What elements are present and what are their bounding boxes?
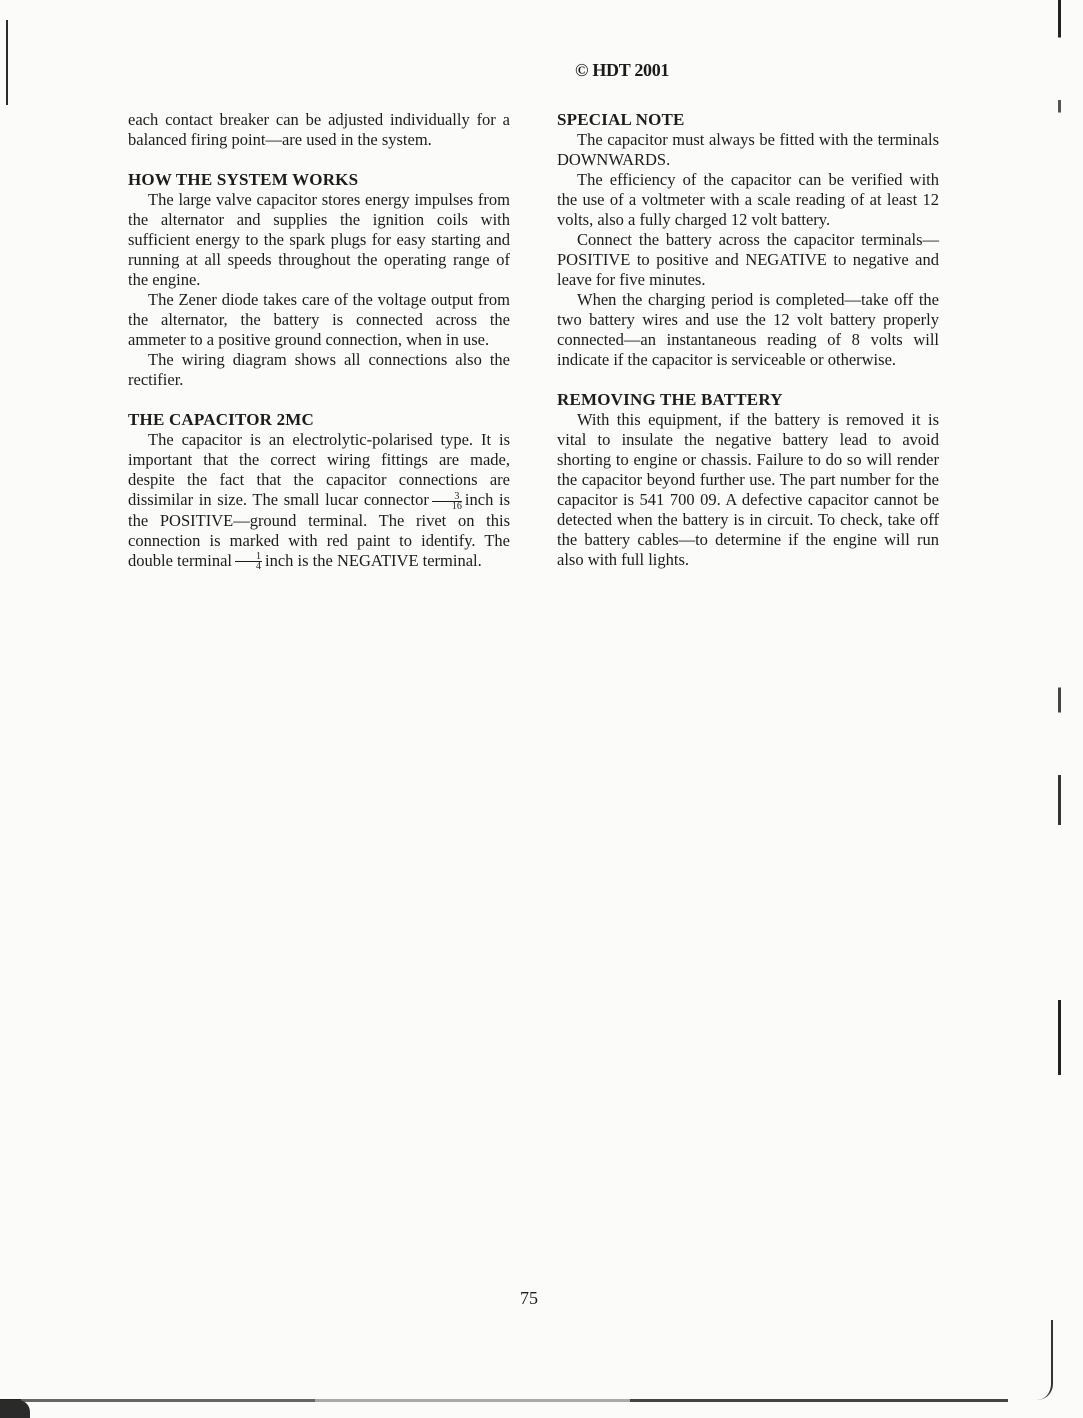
paragraph: The capacitor must always be fitted with the terminals DOWNWARDS. [557,130,939,169]
page-number: 75 [520,1288,538,1308]
section-heading-removing-battery: REMOVING THE BATTERY [557,390,783,409]
paragraph: With this equipment, if the battery is removed it is vital to insulate the negative battery lead to avoid shorting to engine or chassis. Failure to do so will render the capacitor beyond further use. The part number for the capacitor is 541 700 09. A defective capacitor cannot be detected when the battery is in circuit. To check, take off the battery cables—to determine if the engine will run also with full lights. [557,410,939,569]
fraction-three-sixteenths [432,492,462,511]
scan-edge-left [6,20,8,105]
capacitor-paragraph [128,430,510,571]
paragraph: Connect the battery across the capacitor terminals—POSITIVE to positive and NEGATIVE to negative and leave for five minutes. [557,230,939,289]
paragraph: The efficiency of the capacitor can be verified with the use of a voltmeter with a scale reading of at least 12 volts, also a fully charged 12 volt battery. [557,170,939,229]
scan-corner-mark [0,1400,30,1418]
paragraph: The large valve capacitor stores energy impulses from the alternator and supplies the ignition coils with sufficient energy to the spark plugs for easy starting and running at all speeds throughout the operating range of the engine. [128,190,510,289]
text-run: inch is the NEGATIVE terminal. [265,550,482,570]
fraction-one-quarter [235,552,262,571]
fraction-denominator: 16 [451,500,462,512]
section-heading-how-system-works: HOW THE SYSTEM WORKS [128,170,359,189]
scan-edge-bottom [0,1399,1050,1402]
text-run: inch is the POSITIVE—ground terminal. The rivet on this connection is marked with red paint to identify. The double terminal [128,490,510,570]
paragraph: The wiring diagram shows all connections also the rectifier. [128,350,510,389]
left-column [128,110,510,571]
fraction-numerator: 3 [432,492,462,502]
section-heading-special-note: SPECIAL NOTE [557,110,685,129]
copyright-header: © HDT 2001 [575,60,670,80]
scan-page-curl [1037,1320,1053,1400]
intro-paragraph: each contact breaker can be adjusted individually for a balanced firing point—are used in the system. [128,110,510,149]
right-column [557,110,939,570]
fraction-denominator: 4 [256,561,262,573]
paragraph: The Zener diode takes care of the voltage output from the alternator, the battery is connected across the ammeter to a positive ground connection, when in use. [128,290,510,349]
scan-edge-right [1058,0,1061,1250]
paragraph: When the charging period is completed—take off the two battery wires and use the 12 volt battery properly connected—an instantaneous reading of 8 volts will indicate if the capacitor is serviceable or otherwise. [557,290,939,369]
section-heading-capacitor: THE CAPACITOR 2MC [128,410,315,429]
fraction-numerator: 1 [235,552,262,562]
text-run: The capacitor is an electrolytic-polarised type. It is important that the correct wiring fittings are made, despite the fact that the capacitor connections are dissimilar in size. The small lucar connector [128,430,510,509]
